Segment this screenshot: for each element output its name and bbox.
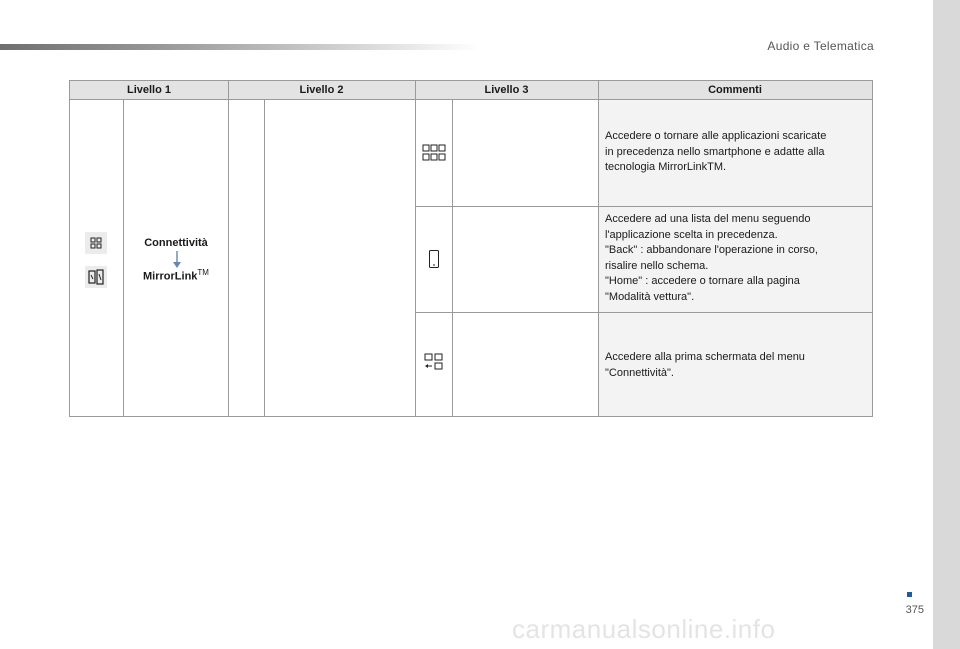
comment-row-2: Accedere ad una lista del menu seguendo l'applicazione scelta in precedenza. "Back" : abbandonare l'operazione in corso, risalire nello schema. "Home" : accedere o tornare alla pagina "Modalità vettura". xyxy=(605,213,818,303)
column-header-level1: Livello 1 xyxy=(126,84,172,96)
column-divider xyxy=(264,99,265,416)
page-marker xyxy=(907,592,912,597)
column-divider xyxy=(415,99,416,416)
connectivity-grid-icon xyxy=(85,232,107,254)
menu-table xyxy=(69,80,873,417)
column-divider xyxy=(415,81,416,99)
back-grid-icon xyxy=(424,353,444,371)
comment-row-1: Accedere o tornare alle applicazioni scaricate in precedenza nello smartphone e adatte alla tecnologia MirrorLinkTM. xyxy=(605,130,827,173)
page-side-strip xyxy=(933,0,960,649)
column-divider xyxy=(228,81,229,99)
watermark: carmanualsonline.info xyxy=(512,614,776,644)
section-title: Audio e Telematica xyxy=(767,39,874,53)
decorative-header-bar xyxy=(0,44,480,50)
column-header-level3: Livello 3 xyxy=(484,84,529,96)
column-divider xyxy=(452,99,453,416)
smartphone-icon xyxy=(428,249,440,269)
page-number: 375 xyxy=(905,604,924,616)
mirrorlink-label: MirrorLink™ xyxy=(143,268,209,283)
column-divider xyxy=(598,99,599,416)
column-divider xyxy=(598,81,599,99)
column-divider xyxy=(228,99,229,416)
column-divider xyxy=(123,99,124,416)
column-header-level2: Livello 2 xyxy=(299,84,344,96)
mirrorlink-icon xyxy=(85,266,107,288)
row-divider xyxy=(415,206,872,207)
column-header-comments: Commenti xyxy=(708,84,762,96)
comment-row-3: Accedere alla prima schermata del menu "Connettività". xyxy=(605,351,805,379)
row-divider xyxy=(415,312,872,313)
connectivity-label: Connettività xyxy=(144,237,208,249)
table-header xyxy=(70,81,872,100)
apps-grid-icon xyxy=(422,144,446,162)
